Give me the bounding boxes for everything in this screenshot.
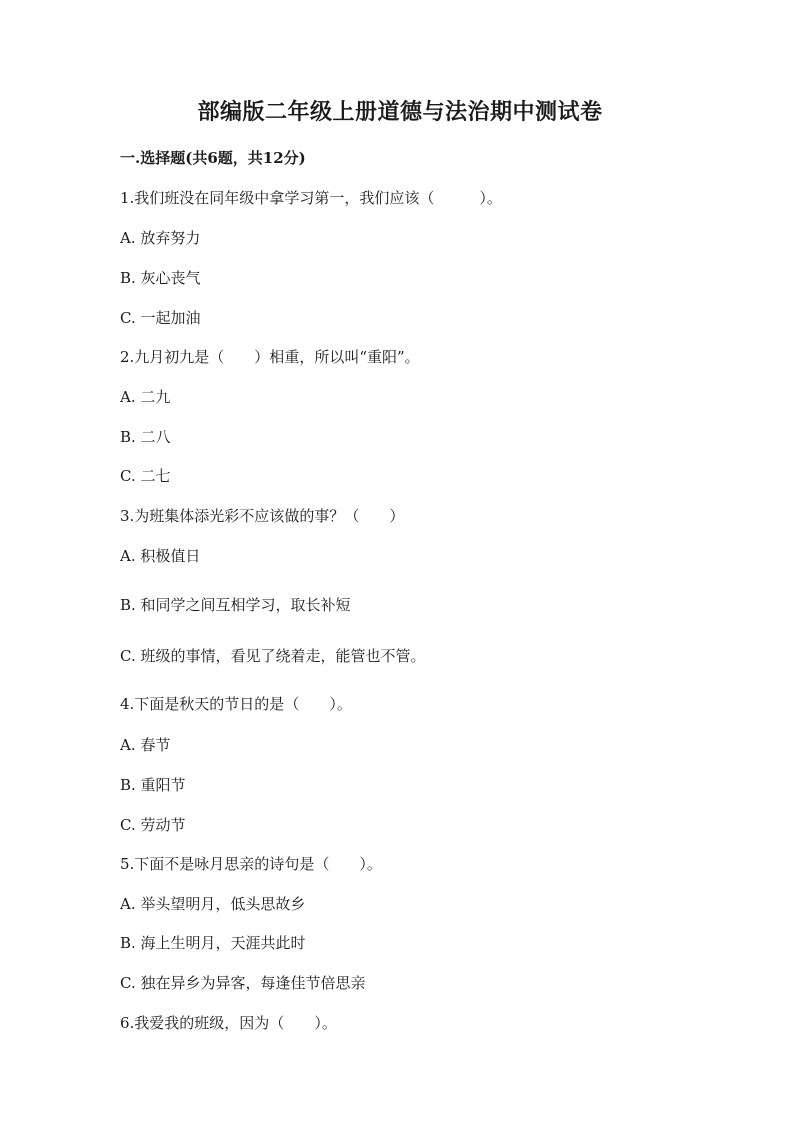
question-2-option-b: B. 二八 bbox=[120, 428, 171, 446]
question-4-option-b: B. 重阳节 bbox=[120, 776, 186, 794]
question-2-option-a: A. 二九 bbox=[120, 388, 171, 406]
question-2-option-c: C. 二七 bbox=[120, 467, 171, 485]
question-6-stem: 6.我爱我的班级，因为（ ）。 bbox=[120, 1014, 337, 1032]
question-4-stem: 4.下面是秋天的节日的是（ ）。 bbox=[120, 695, 352, 713]
question-5-option-b: B. 海上生明月，天涯共此时 bbox=[120, 934, 306, 952]
question-3-stem: 3.为班集体添光彩不应该做的事？（ ） bbox=[120, 507, 405, 525]
question-5-option-a: A. 举头望明月，低头思故乡 bbox=[120, 895, 306, 913]
question-1-option-c: C. 一起加油 bbox=[120, 309, 201, 327]
question-2-stem: 2.九月初九是（ ）相重，所以叫“重阳”。 bbox=[120, 348, 420, 366]
question-3-option-a: A. 积极值日 bbox=[120, 547, 201, 565]
question-1-option-a: A. 放弃努力 bbox=[120, 229, 201, 247]
question-3-option-b: B. 和同学之间互相学习，取长补短 bbox=[120, 596, 351, 614]
question-5-option-c: C. 独在异乡为异客，每逢佳节倍思亲 bbox=[120, 974, 366, 992]
question-3-option-c: C. 班级的事情，看见了绕着走，能管也不管。 bbox=[120, 647, 426, 665]
page-title: 部编版二年级上册道德与法治期中测试卷 bbox=[197, 99, 603, 125]
section-heading: 一.选择题(共6题，共12分) bbox=[120, 149, 306, 167]
question-5-stem: 5.下面不是咏月思亲的诗句是（ ）。 bbox=[120, 855, 382, 873]
question-4-option-a: A. 春节 bbox=[120, 736, 171, 754]
question-1-option-b: B. 灰心丧气 bbox=[120, 269, 201, 287]
question-4-option-c: C. 劳动节 bbox=[120, 816, 186, 834]
question-1-stem: 1.我们班没在同年级中拿学习第一，我们应该（ ）。 bbox=[120, 189, 502, 207]
